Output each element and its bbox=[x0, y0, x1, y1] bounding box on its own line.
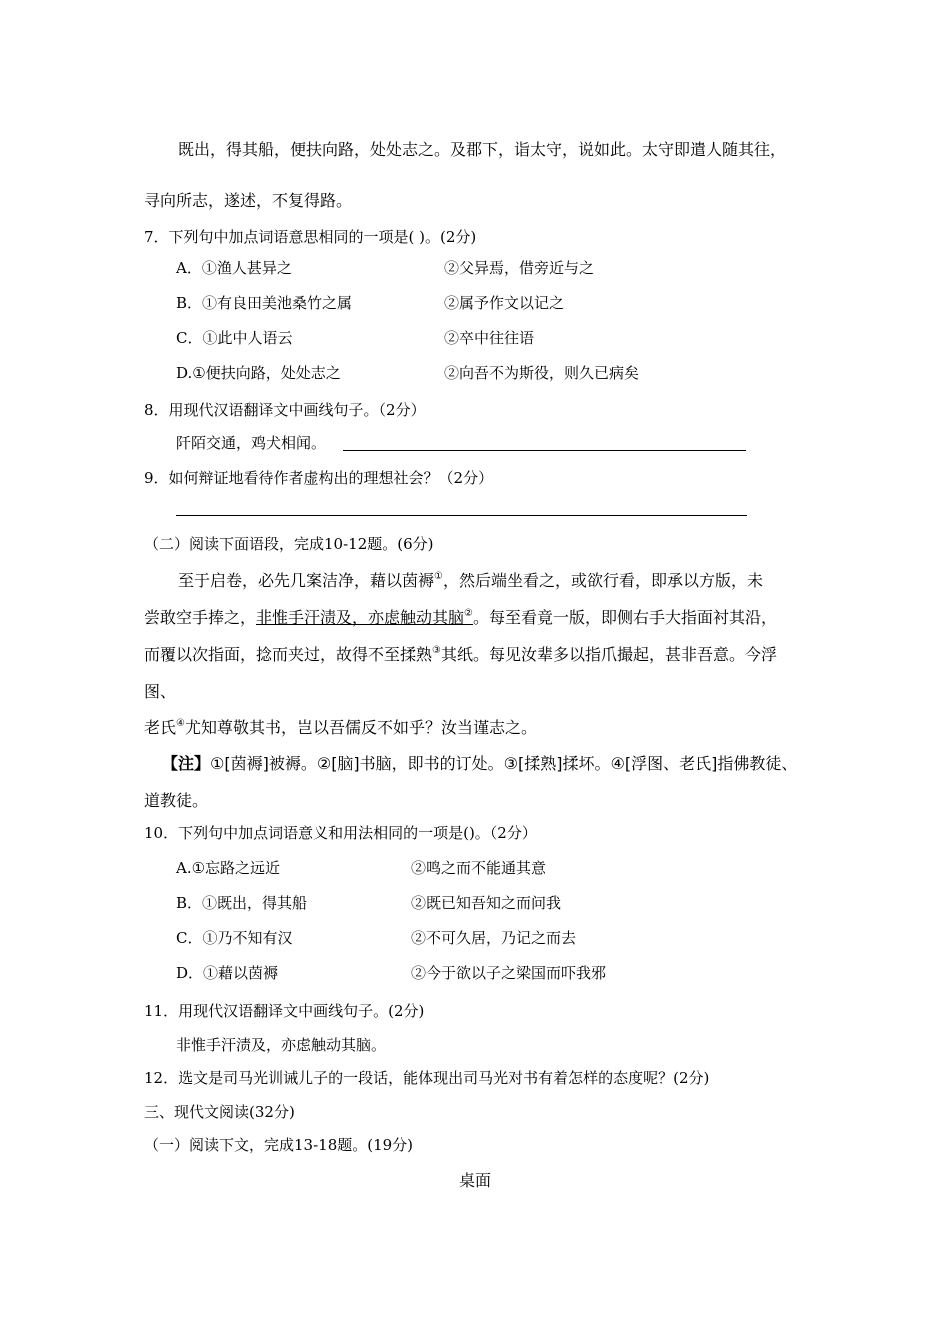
q10-option-a-1: A.①忘路之远近 bbox=[176, 859, 281, 877]
q11-sentence: 非惟手汗渍及，亦虑触动其脑。 bbox=[176, 1036, 387, 1054]
passage2-note: 【注】①[茵褥]被褥。②[脑]书脑，即书的订处。③[揉熟]揉坏。④[浮图、老氏]指佛教徒、 bbox=[162, 754, 798, 773]
q9-answer-line bbox=[176, 515, 747, 516]
q10-option-c-2: ②不可久居，乃记之而去 bbox=[411, 929, 577, 947]
passage2-line4: 图、 bbox=[144, 682, 177, 701]
q7-option-a-2: ②父异焉，借旁近与之 bbox=[444, 259, 595, 277]
q7-option-d-1: D.①便扶向路，处处志之 bbox=[176, 364, 341, 382]
q10-option-b-2: ②既已知吾知之而问我 bbox=[411, 894, 562, 912]
section3-header: 三、现代文阅读(32分) bbox=[144, 1103, 295, 1121]
q8-answer-line bbox=[343, 450, 746, 451]
q7-option-b-2: ②属予作文以记之 bbox=[444, 294, 565, 312]
q7-stem: 7．下列句中加点词语意思相同的一项是( )。(2分) bbox=[144, 228, 477, 246]
q10-option-a-2: ②鸣之而不能通其意 bbox=[411, 859, 547, 877]
q7-option-c-2: ②卒中往往语 bbox=[444, 329, 535, 347]
q8-sentence: 阡陌交通，鸡犬相闻。 bbox=[176, 434, 327, 452]
q10-option-d-2: ②今于欲以子之梁国而吓我邪 bbox=[411, 964, 607, 982]
q11-stem: 11．用现代汉语翻译文中画线句子。(2分) bbox=[144, 1002, 425, 1020]
q10-option-d-1: D．①藉以茵褥 bbox=[176, 964, 279, 982]
q9-stem: 9．如何辩证地看待作者虚构出的理想社会？（2分） bbox=[144, 469, 494, 487]
q10-option-b-1: B．①既出，得其船 bbox=[176, 894, 308, 912]
passage2-line1: 至于启卷，必先几案洁净，藉以茵褥①，然后端坐看之，或欲行看，即承以方版，未 bbox=[178, 571, 763, 590]
section2-header: （二）阅读下面语段，完成10-12题。(6分) bbox=[144, 535, 434, 553]
passage2-line2: 尝敢空手捧之，非惟手汗渍及，亦虑触动其脑②。每至看竟一版，即侧右手大指面衬其沿， bbox=[144, 608, 778, 627]
q7-option-b-1: B．①有良田美池桑竹之属 bbox=[176, 294, 353, 312]
passage1-line1: 既出，得其船，便扶向路，处处志之。及郡下，诣太守，说如此。太守即遣人随其往， bbox=[178, 140, 787, 159]
underlined-sentence: 非惟手汗渍及，亦虑触动其脑② bbox=[256, 608, 473, 627]
q7-option-d-2: ②向吾不为斯役，则久已病矣 bbox=[444, 364, 640, 382]
q10-stem: 10．下列句中加点词语意义和用法相同的一项是()。（2分） bbox=[144, 824, 537, 842]
section3-subheader: （一）阅读下文，完成13-18题。(19分) bbox=[144, 1136, 414, 1154]
passage2-line3: 而覆以次指面，捻而夹过，故得不至揉熟③其纸。每见汝辈多以指爪撮起，甚非吾意。今浮 bbox=[144, 645, 777, 664]
passage1-line2: 寻向所志，遂述，不复得路。 bbox=[144, 191, 353, 210]
q8-stem: 8．用现代汉语翻译文中画线句子。（2分） bbox=[144, 401, 426, 419]
q7-option-a-1: A．①渔人甚异之 bbox=[176, 259, 292, 277]
article-title: 桌面 bbox=[459, 1171, 492, 1190]
q10-option-c-1: C．①乃不知有汉 bbox=[176, 929, 293, 947]
q7-option-c-1: C．①此中人语云 bbox=[176, 329, 293, 347]
passage2-note-cont: 道教徒。 bbox=[144, 791, 209, 810]
q12-stem: 12．选文是司马光训诫儿子的一段话，能体现出司马光对书有着怎样的态度呢？(2分) bbox=[144, 1069, 710, 1087]
passage2-line5: 老氏④尤知尊敬其书，岂以吾儒反不如乎？汝当谨志之。 bbox=[144, 718, 537, 737]
